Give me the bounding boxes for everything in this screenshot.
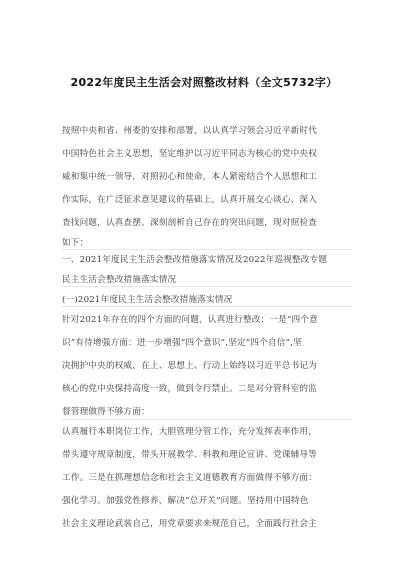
divider: [62, 249, 352, 250]
divider: [62, 306, 352, 307]
subsection-heading: (一)2021年度民主生活会整改措施落实情况: [62, 295, 233, 305]
paragraph-line: 带头遵守规章制度，带头开展教学、科教和理论宣讲、党课辅导等: [62, 450, 318, 460]
section-heading: 一、2021年度民主生活会整改措施落实情况及2022年巡视整改专题: [62, 255, 328, 265]
paragraph-line: 督管理做得不够方面：: [62, 407, 150, 417]
paragraph-line: 按照中央和省、州委的安排和部署，以认真学习领会习近平新时代: [62, 126, 318, 136]
paragraph-line: 强化学习、加强党性修养，解决“总开关”问题。坚持用中国特色: [62, 496, 309, 506]
paragraph-line: 针对2021年存在的四个方面的问题，认真进行整改：一是“四个意: [62, 315, 318, 325]
paragraph-line: 核心的党中央保持高度一致，做到令行禁止。二是对分管科室的监: [62, 384, 318, 394]
paragraph-line: 中国特色社会主义思想，坚定维护以习近平同志为核心的党中央权: [62, 149, 318, 159]
paragraph-line: 如下：: [62, 238, 89, 248]
paragraph-line: 查找问题，认真查摆、深刻剖析自己存在的突出问题，现对照检查: [62, 218, 318, 228]
paragraph-line: 决拥护中央的权威，在上、思想上、行动上始终以习近平总书记为: [62, 361, 318, 371]
paragraph-line: 识”有待增强方面：进一步增强“四个意识”,坚定“四个自信”,坚: [62, 338, 302, 348]
paragraph-line: 社会主义理论武装自己，用党章要求来规范自己，全面践行社会主: [62, 519, 318, 529]
paragraph-line: 认真履行本职岗位工作，大胆管理分管工作，充分发挥表率作用，: [62, 427, 318, 437]
divider: [62, 286, 352, 287]
paragraph-line: 工作。三是在抓理想信念和社会主义道德教育方面做得不够方面：: [62, 473, 318, 483]
section-heading: 民主生活会整改措施落实情况: [62, 275, 177, 285]
paragraph-line: 作实际，在广泛征求意见建议的基础上，认真开展交心谈心、深入: [62, 195, 318, 205]
divider: [62, 419, 352, 420]
document-title: 2022年度民主生活会对照整改材料（全文5732字）: [70, 76, 338, 89]
paragraph-line: 威和集中统一领导，对照初心和使命，本人紧密结合个人思想和工: [62, 172, 318, 182]
